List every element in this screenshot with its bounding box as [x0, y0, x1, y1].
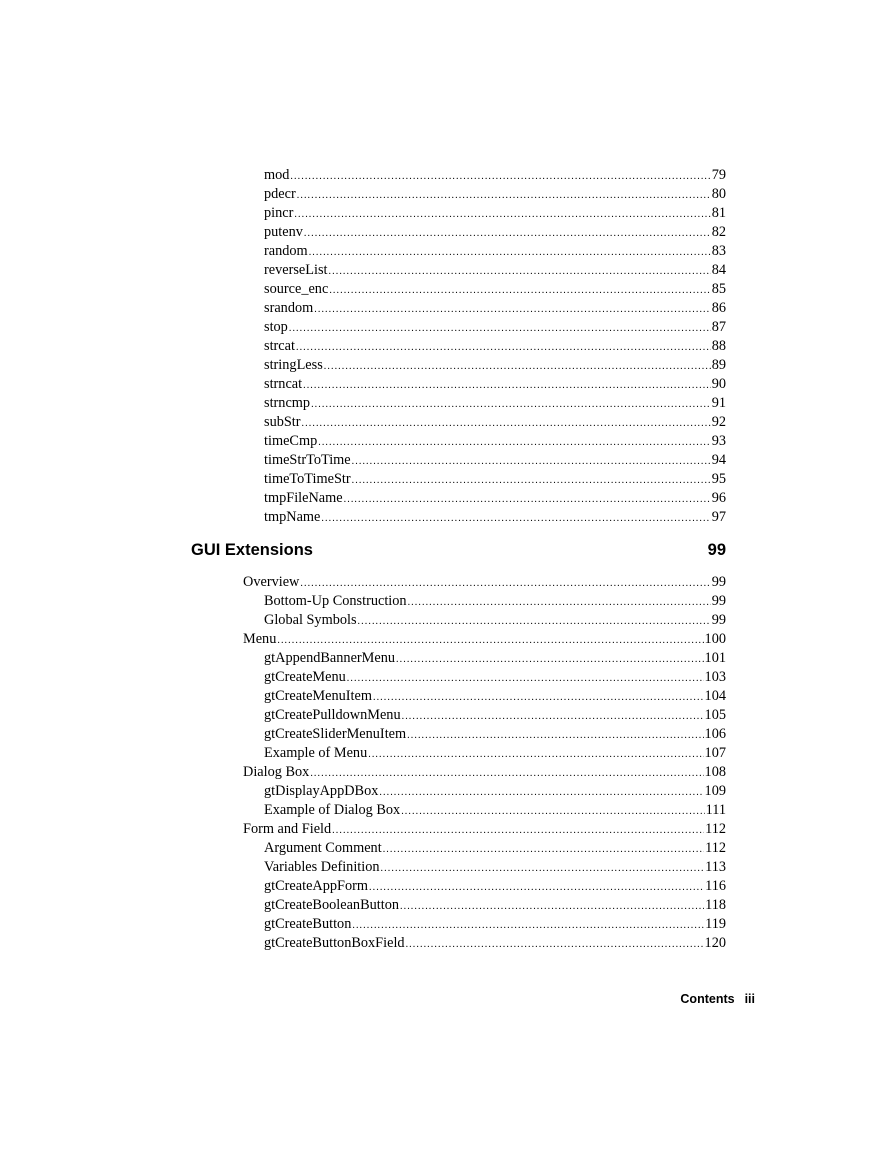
toc-entry[interactable] [264, 687, 726, 706]
toc-entry-label: gtCreateMenu [264, 669, 346, 685]
dot-leader [318, 433, 710, 452]
toc-entry-page-number: 106 [704, 726, 726, 742]
toc-entry[interactable] [264, 261, 726, 280]
toc-entry-page-number: 91 [711, 395, 726, 411]
dot-leader [304, 224, 711, 243]
footer-label: Contents [680, 992, 735, 1006]
dot-leader [294, 205, 710, 224]
toc-entry-page-number: 112 [705, 821, 726, 837]
toc-entry-page-number: 90 [711, 376, 726, 392]
toc-entry-label: Example of Menu [264, 745, 368, 761]
toc-entry[interactable] [264, 668, 726, 687]
toc-entry-page-number: 118 [705, 897, 726, 913]
toc-entry[interactable] [264, 801, 726, 820]
toc-entry-page-number: 99 [711, 593, 726, 609]
toc-entry-page-number: 87 [711, 319, 726, 335]
dot-leader [309, 243, 711, 262]
toc-entry-page-number: 88 [711, 338, 726, 354]
toc-entry-page-number: 108 [704, 764, 726, 780]
toc-entry-label: gtCreateMenuItem [264, 688, 372, 704]
dot-leader [277, 631, 703, 650]
toc-entry-label: tmpName [264, 509, 321, 525]
toc-entry[interactable] [264, 432, 726, 451]
footer-page-number: iii [744, 992, 755, 1006]
toc-entry[interactable] [264, 280, 726, 299]
toc-entry[interactable] [243, 820, 726, 839]
toc-entry-label: srandom [264, 300, 314, 316]
toc-entry-label: gtCreateBooleanButton [264, 897, 399, 913]
toc-entry-label: pincr [264, 205, 294, 221]
toc-entry-page-number: 86 [711, 300, 726, 316]
toc-entry[interactable] [264, 489, 726, 508]
toc-entry[interactable] [264, 318, 726, 337]
toc-entry-label: pdecr [264, 186, 296, 202]
dot-leader [314, 300, 710, 319]
toc-entry-page-number: 103 [704, 669, 726, 685]
toc-entry-label: putenv [264, 224, 303, 240]
toc-entry-page-number: 113 [705, 859, 726, 875]
dot-leader [347, 669, 704, 688]
toc-entry-page-number: 107 [704, 745, 726, 761]
dot-leader [321, 509, 710, 528]
dot-leader [290, 167, 710, 186]
toc-entry-page-number: 95 [711, 471, 726, 487]
dot-leader [401, 802, 704, 821]
toc-entry-label: strncat [264, 376, 303, 392]
toc-entry[interactable] [264, 877, 726, 896]
toc-entry[interactable] [264, 337, 726, 356]
toc-entry-page-number: 100 [704, 631, 726, 647]
dot-leader [352, 452, 711, 471]
toc-entry[interactable] [264, 204, 726, 223]
dot-leader [383, 840, 704, 859]
toc-entry-label: gtCreateSliderMenuItem [264, 726, 407, 742]
dot-leader [297, 186, 711, 205]
dot-leader [407, 726, 703, 745]
toc-entry-label: gtCreateAppForm [264, 878, 369, 894]
toc-entry[interactable] [264, 725, 726, 744]
section-page-number: 99 [707, 540, 726, 559]
dot-leader [408, 593, 711, 612]
toc-entry-label: random [264, 243, 308, 259]
dot-leader [381, 859, 705, 878]
toc-entry[interactable] [264, 896, 726, 915]
toc-entry-page-number: 99 [711, 574, 726, 590]
dot-leader [400, 897, 704, 916]
toc-entry-label: Global Symbols [264, 612, 357, 628]
dot-leader [296, 338, 711, 357]
toc-entry-label: Dialog Box [243, 764, 310, 780]
toc-entry[interactable] [264, 242, 726, 261]
dot-leader [310, 764, 703, 783]
dot-leader [332, 821, 704, 840]
toc-entry-label: subStr [264, 414, 301, 430]
dot-leader [402, 707, 704, 726]
toc-entry[interactable] [264, 413, 726, 432]
toc-entry-page-number: 80 [711, 186, 726, 202]
toc-entry-label: gtCreateButton [264, 916, 352, 932]
toc-entry[interactable] [264, 356, 726, 375]
toc-entry-page-number: 94 [711, 452, 726, 468]
toc-entry-label: Form and Field [243, 821, 332, 837]
toc-entry-page-number: 79 [711, 167, 726, 183]
toc-entry-page-number: 119 [705, 916, 726, 932]
toc-entry-page-number: 99 [711, 612, 726, 628]
toc-entry-label: Menu [243, 631, 277, 647]
dot-leader [344, 490, 711, 509]
toc-entry[interactable] [264, 223, 726, 242]
section-heading[interactable] [191, 539, 726, 561]
toc-entry-page-number: 97 [711, 509, 726, 525]
dot-leader [329, 262, 711, 281]
toc-entry[interactable] [264, 839, 726, 858]
section-title: GUI Extensions [191, 540, 313, 559]
toc-entry-label: gtDisplayAppDBox [264, 783, 379, 799]
toc-entry-label: timeCmp [264, 433, 318, 449]
dot-leader [329, 281, 710, 300]
toc-entry-page-number: 116 [705, 878, 726, 894]
toc-entry[interactable] [264, 470, 726, 489]
toc-entry-label: stringLess [264, 357, 323, 373]
toc-entry[interactable] [264, 706, 726, 725]
toc-entry[interactable] [264, 375, 726, 394]
toc-entry[interactable] [264, 858, 726, 877]
dot-leader [311, 395, 711, 414]
toc-entry-page-number: 112 [705, 840, 726, 856]
dot-leader [358, 612, 711, 631]
toc-entry[interactable] [264, 592, 726, 611]
dot-leader [368, 745, 703, 764]
toc-entry-label: Overview [243, 574, 300, 590]
toc-entry-label: tmpFileName [264, 490, 343, 506]
toc-entry-page-number: 111 [705, 802, 726, 818]
toc-entry-label: gtCreateButtonBoxField [264, 935, 405, 951]
toc-entry-label: gtAppendBannerMenu [264, 650, 396, 666]
toc-entry-page-number: 109 [704, 783, 726, 799]
toc-entry-page-number: 105 [704, 707, 726, 723]
toc-entry-label: gtCreatePulldownMenu [264, 707, 401, 723]
toc-entry[interactable] [264, 394, 726, 413]
dot-leader [369, 878, 704, 897]
toc-entry-page-number: 83 [711, 243, 726, 259]
toc-entry[interactable] [264, 934, 726, 953]
dot-leader [302, 414, 711, 433]
dot-leader [324, 357, 711, 376]
toc-entry-label: Example of Dialog Box [264, 802, 401, 818]
toc-entry-label: mod [264, 167, 290, 183]
toc-entry-label: timeToTimeStr [264, 471, 351, 487]
dot-leader [303, 376, 711, 395]
toc-entry-page-number: 92 [711, 414, 726, 430]
dot-leader [379, 783, 703, 802]
dot-leader [300, 574, 710, 593]
toc-entry-page-number: 120 [704, 935, 726, 951]
toc-entry-label: Variables Definition [264, 859, 380, 875]
toc-entry-page-number: 82 [711, 224, 726, 240]
toc-entry-label: Argument Comment [264, 840, 382, 856]
dot-leader [406, 935, 704, 954]
toc-entry[interactable] [264, 649, 726, 668]
toc-entry-label: strncmp [264, 395, 311, 411]
toc-entry[interactable] [264, 299, 726, 318]
toc-entry-label: stop [264, 319, 288, 335]
toc-entry[interactable] [243, 763, 726, 782]
toc-entry-label: Bottom-Up Construction [264, 593, 407, 609]
dot-leader [352, 916, 704, 935]
page-footer [680, 992, 755, 1006]
toc-entry-page-number: 93 [711, 433, 726, 449]
toc-entry-page-number: 89 [711, 357, 726, 373]
toc-entry[interactable] [264, 185, 726, 204]
dot-leader [289, 319, 711, 338]
toc-entry[interactable] [264, 744, 726, 763]
toc-entry[interactable] [264, 166, 726, 185]
toc-entry[interactable] [264, 451, 726, 470]
toc-entry[interactable] [264, 915, 726, 934]
toc-entry-page-number: 84 [711, 262, 726, 278]
toc-entry-label: strcat [264, 338, 295, 354]
toc-entry[interactable] [243, 630, 726, 649]
toc-entry[interactable] [264, 611, 726, 630]
toc-entry-label: timeStrToTime [264, 452, 351, 468]
toc-entry-page-number: 101 [704, 650, 726, 666]
dot-leader [373, 688, 704, 707]
dot-leader [396, 650, 704, 669]
dot-leader [352, 471, 711, 490]
toc-entry[interactable] [264, 508, 726, 527]
toc-entry-page-number: 104 [704, 688, 726, 704]
toc-entry-label: source_enc [264, 281, 329, 297]
toc-entry-page-number: 96 [711, 490, 726, 506]
toc-entry-page-number: 85 [711, 281, 726, 297]
toc-entry-page-number: 81 [711, 205, 726, 221]
toc-entry-label: reverseList [264, 262, 328, 278]
toc-entry[interactable] [243, 573, 726, 592]
toc-entry[interactable] [264, 782, 726, 801]
